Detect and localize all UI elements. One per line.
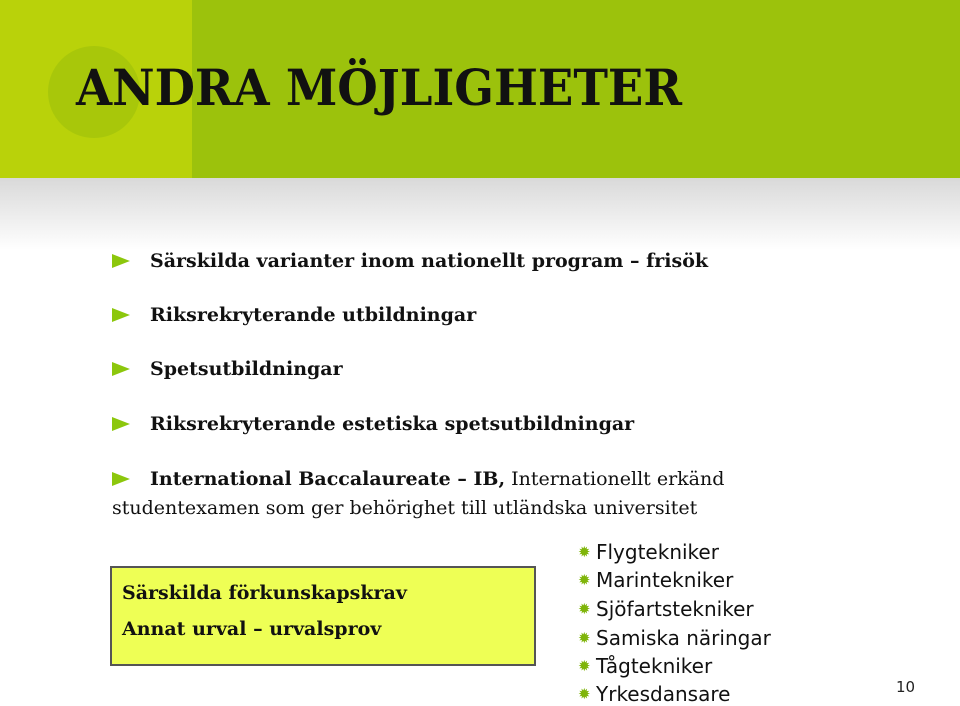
bullet-item [112, 413, 634, 435]
star-burst-icon: ✹ [578, 600, 591, 618]
arrowhead-icon [112, 417, 130, 431]
slide-title: ANDRA MÖJLIGHETER [76, 58, 683, 117]
list-item-label: Sjöfartstekniker [596, 597, 754, 621]
list-item-label: Flygtekniker [596, 540, 719, 564]
bullet-text: Riksrekryterande utbildningar [150, 304, 477, 326]
list-item [578, 597, 754, 621]
star-burst-icon: ✹ [578, 657, 591, 675]
list-item [578, 626, 771, 650]
star-burst-icon: ✹ [578, 543, 591, 561]
list-item-label: Samiska näringar [596, 626, 771, 650]
list-item-label: Yrkesdansare [596, 682, 731, 706]
bullet-item [112, 304, 476, 326]
arrowhead-icon [112, 254, 130, 268]
arrowhead-icon [112, 472, 130, 486]
list-item [578, 654, 712, 678]
star-burst-icon: ✹ [578, 685, 591, 703]
star-burst-icon: ✹ [578, 571, 591, 589]
bullet-text-normal: Internationellt erkänd [505, 468, 725, 490]
list-item [578, 568, 733, 592]
highlight-box [110, 566, 536, 666]
bullet-text: Riksrekryterande estetiska spetsutbildningar [150, 413, 635, 435]
arrowhead-icon [112, 362, 130, 376]
header-shadow-fade [0, 178, 960, 250]
list-item-label: Marintekniker [596, 568, 734, 592]
list-item [578, 682, 730, 706]
bullet-text: International Baccalaureate – IB, [150, 468, 506, 490]
list-item-label: Tågtekniker [596, 654, 713, 678]
arrowhead-icon [112, 308, 130, 322]
star-burst-icon: ✹ [578, 629, 591, 647]
box-line: Annat urval – urvalsprov [122, 618, 382, 640]
bullet-item [112, 468, 724, 490]
bullet-text: Särskilda varianter inom nationellt program – frisök [150, 250, 709, 272]
box-line: Särskilda förkunskapskrav [122, 582, 407, 604]
page-number: 10 [896, 678, 916, 696]
list-item [578, 540, 719, 564]
bullet-item [112, 250, 708, 272]
bullet-text: Spetsutbildningar [150, 358, 343, 380]
bullet-continuation: studentexamen som ger behörighet till utländska universitet [112, 497, 698, 519]
bullet-item [112, 358, 343, 380]
